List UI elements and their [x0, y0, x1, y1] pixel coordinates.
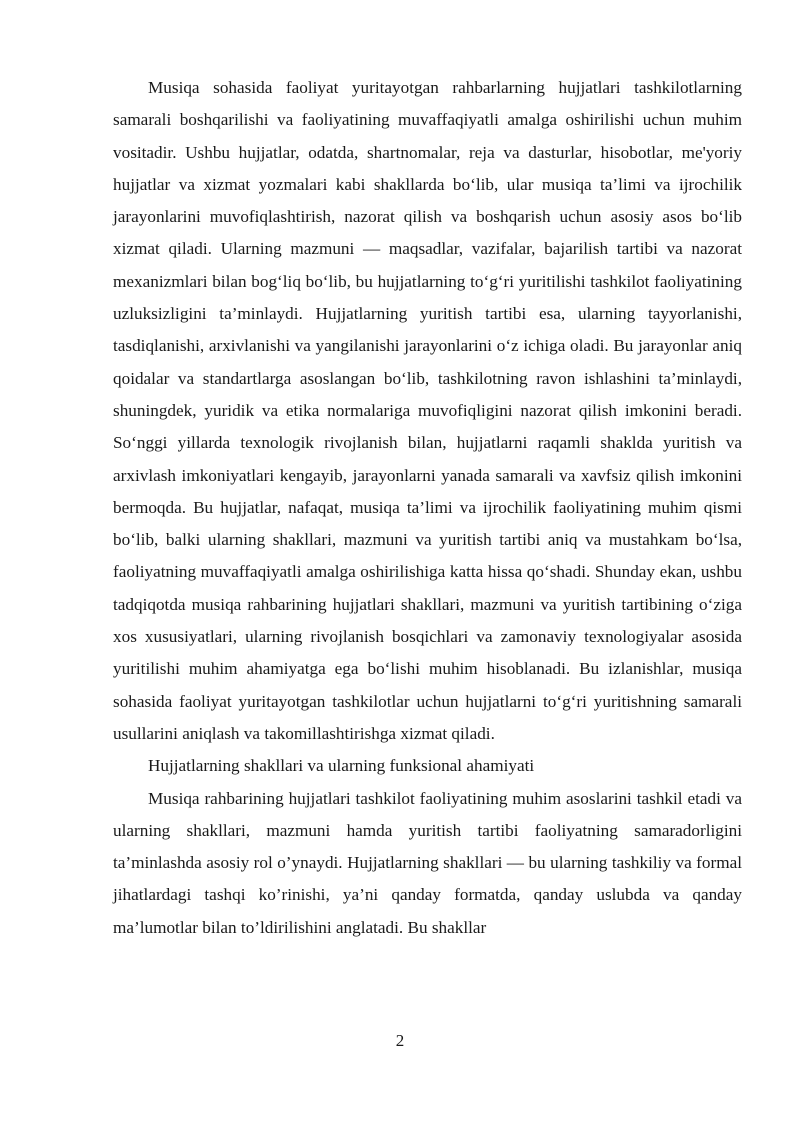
- page-number: 2: [395, 1031, 405, 1050]
- section-heading: Hujjatlarning shakllari va ularning funksional ahamiyati: [148, 756, 535, 776]
- body-paragraph-1: Musiqa sohasida faoliyat yuritayotgan rahbarlarning hujjatlari tashkilotlarning samarali boshqarilishi va faoliyatining muvaffaqiyatli amalga oshirilishi uchun muhim vositadir. Ushbu hujjatlar, odatda, shartnomalar, reja va dasturlar, hisobotlar, me'yoriy hujjatlar va xizmat yozmalari kabi shakllarda bo‘lib, ular musiqa ta’limi va ijrochilik jarayonlarini muvofiqlashtirish, nazorat qilish va boshqarish uchun asosiy asos bo‘lib xizmat qiladi. Ularning mazmuni — maqsadlar, vazifalar, bajarilish tartibi va nazorat mexanizmlari bilan bog‘liq bo‘lib, bu hujjatlarning to‘g‘ri yuritilishi tashkilot faoliyatining uzluksizligini ta’minlaydi. Hujjatlarning yuritish tartibi esa, ularning tayyorlanishi, tasdiqlanishi, arxivlanishi va yangilanishi jarayonlarini o‘z ichiga oladi. Bu jarayonlar aniq qoidalar va standartlarga asoslangan bo‘lib, tashkilotning ravon ishlashini ta’minlaydi, shuningdek, yuridik va etika normalariga muvofiqligini nazorat qilish imkonini beradi. So‘nggi yillarda texnologik rivojlanish bilan, hujjatlarni raqamli shaklda yuritish va arxivlash imkoniyatlari kengayib, jarayonlarni yanada samarali va xavfsiz qilish imkonini bermoqda. Bu hujjatlar, nafaqat, musiqa ta’limi va ijrochilik faoliyatining muhim qismi bo‘lib, balki ularning shakllari, mazmuni va yuritish tartibi aniq va mustahkam bo‘lsa, faoliyatning muvaffaqiyatli amalga oshirilishiga katta hissa qo‘shadi. Shunday ekan, ushbu tadqiqotda musiqa rahbarining hujjatlari shakllari, mazmuni va yuritish tartibining o‘ziga xos xususiyatlari, ularning rivojlanish bosqichlari va zamonaviy texnologiyalar asosida yuritilishi muhim ahamiyatga ega bo‘lishi muhim hisoblanadi. Bu izlanishlar, musiqa sohasida faoliyat yuritayotgan tashkilotlar uchun hujjatlarni to‘g‘ri yuritishning samarali usullarini aniqlash va takomillashtirishga xizmat qiladi.: [113, 78, 742, 743]
- body-paragraph-2: Musiqa rahbarining hujjatlari tashkilot faoliyatining muhim asoslarini tashkil etadi va ularning shakllari, mazmuni hamda yuritish tartibi faoliyatning samaradorligini ta’minlashda asosiy rol o’ynaydi. Hujjatlarning shakllari — bu ularning tashkiliy va formal jihatlardagi tashqi ko’rinishi, ya’ni qanday formatda, qanday uslubda va qanday ma’lumotlar bilan to’ldirilishini anglatadi. Bu shakllar: [113, 788, 742, 937]
- document-page: [113, 72, 742, 944]
